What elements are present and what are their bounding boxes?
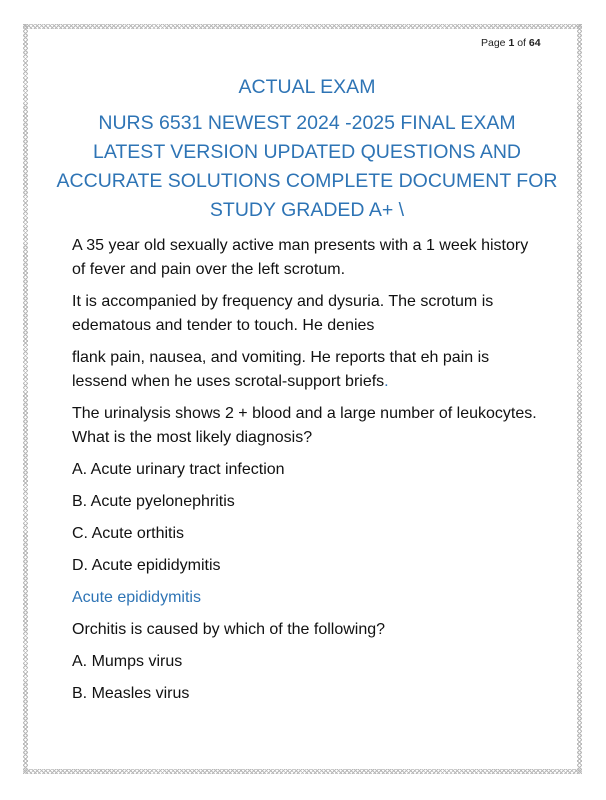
question-paragraph xyxy=(72,346,542,394)
question-paragraph: The urinalysis shows 2 + blood and a large number of leukocytes. What is the most likely diagnosis? xyxy=(72,405,537,446)
title-line: LATEST VERSION UPDATED QUESTIONS AND xyxy=(92,141,521,163)
trailing-period: . xyxy=(384,373,389,390)
answer-option-b: B. Acute pyelonephritis xyxy=(72,493,235,510)
of-label: of xyxy=(517,37,526,49)
title-line: NURS 6531 NEWEST 2024 -2025 FINAL EXAM xyxy=(98,112,516,134)
document-body xyxy=(56,70,558,706)
answer-option-a: A. Mumps virus xyxy=(72,653,183,670)
title-main: ACTUAL EXAM xyxy=(238,76,376,98)
title-line: ACCURATE SOLUTIONS COMPLETE DOCUMENT FOR xyxy=(56,170,558,192)
current-page: 1 xyxy=(508,37,515,49)
answer-option-b: B. Measles virus xyxy=(72,685,190,702)
question-paragraph: It is accompanied by frequency and dysuria. The scrotum is edematous and tender to touch. He denies xyxy=(72,293,494,334)
correct-answer: Acute epididymitis xyxy=(72,589,201,606)
answer-option-c: C. Acute orthitis xyxy=(72,525,185,542)
page-number xyxy=(481,37,541,49)
total-pages: 64 xyxy=(528,37,541,49)
question-text: Orchitis is caused by which of the following? xyxy=(72,621,386,638)
document-title xyxy=(56,74,558,225)
page-border-top xyxy=(23,24,582,29)
page-border-bottom xyxy=(23,769,582,774)
question-1 xyxy=(72,234,542,610)
question-paragraph: A 35 year old sexually active man presents with a 1 week history of fever and pain over the left scrotum. xyxy=(72,237,529,278)
question-paragraph-text: flank pain, nausea, and vomiting. He reports that eh pain is lessend when he uses scrotal-support briefs xyxy=(72,349,490,390)
page-border-left xyxy=(23,24,28,774)
page-label: Page xyxy=(481,37,506,49)
question-2 xyxy=(72,618,542,706)
page-border-right xyxy=(577,24,582,774)
answer-option-d: D. Acute epididymitis xyxy=(72,557,221,574)
title-line: STUDY GRADED A+ \ xyxy=(209,199,405,221)
title-subtitle xyxy=(56,109,558,225)
answer-option-a: A. Acute urinary tract infection xyxy=(72,461,285,478)
